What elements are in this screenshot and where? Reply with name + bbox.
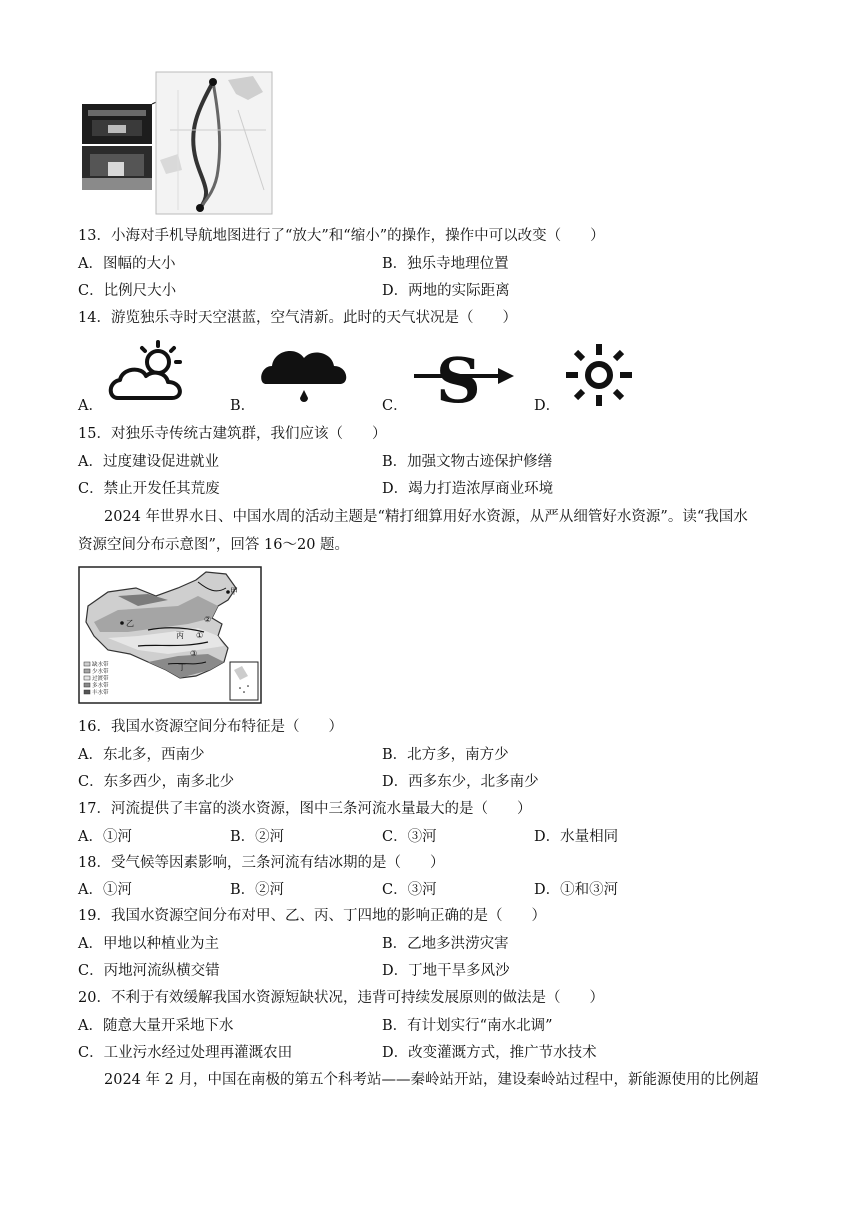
map-label-ding: 丁: [178, 663, 186, 672]
sandstorm-icon: [412, 340, 516, 414]
intro-21-line1: 2024 年 2 月，中国在南极的第五个科考站——秦岭站开站，建设秦岭站过程中，新能源使用的比例超: [104, 1072, 759, 1088]
q15-option-a[interactable]: A．过度建设促进就业: [78, 454, 219, 470]
china-water-resource-map: [78, 566, 262, 708]
q14-stem: 14．游览独乐寺时天空湛蓝，空气清新。此时的天气状况是（ ）: [78, 310, 517, 326]
q13-stem: 13．小海对手机导航地图进行了“放大”和“缩小”的操作，操作中可以改变（ ）: [78, 228, 605, 244]
q16-option-c[interactable]: C．东多西少，南多北少: [78, 774, 235, 790]
q13-option-d[interactable]: D．两地的实际距离: [382, 283, 510, 299]
q13-option-c[interactable]: C．比例尺大小: [78, 283, 177, 299]
q14-option-d[interactable]: D．: [534, 398, 561, 414]
q15-option-b[interactable]: B．加强文物古迹保护修缮: [382, 454, 553, 470]
q18-option-d[interactable]: D．①和③河: [534, 882, 619, 898]
q19-stem: 19．我国水资源空间分布对甲、乙、丙、丁四地的影响正确的是（ ）: [78, 908, 546, 924]
q14-option-b[interactable]: B．: [230, 398, 256, 414]
map-legend-1: 缺水带: [92, 662, 109, 668]
map-legend-4: 多水带: [92, 683, 109, 689]
q16-option-b[interactable]: B．北方多，南方少: [382, 747, 509, 763]
q15-option-d[interactable]: D．竭力打造浓厚商业环境: [382, 481, 554, 497]
q14-option-c[interactable]: C．: [382, 398, 408, 414]
map-label-river-1: ①: [196, 631, 204, 640]
q19-option-b[interactable]: B．乙地多洪涝灾害: [382, 936, 509, 952]
q20-option-b[interactable]: B．有计划实行“南水北调”: [382, 1018, 553, 1034]
map-legend-5: 丰水带: [92, 690, 109, 696]
q17-option-b[interactable]: B．②河: [230, 829, 285, 845]
q17-option-c[interactable]: C．③河: [382, 829, 437, 845]
q17-option-a[interactable]: A．①河: [78, 829, 132, 845]
q16-stem: 16．我国水资源空间分布特征是（ ）: [78, 719, 343, 735]
q13-option-b[interactable]: B．独乐寺地理位置: [382, 256, 509, 272]
temple-photo-and-route-map: [78, 70, 274, 216]
q18-stem: 18．受气候等因素影响，三条河流有结冰期的是（ ）: [78, 855, 445, 871]
q18-option-c[interactable]: C．③河: [382, 882, 437, 898]
q20-option-d[interactable]: D．改变灌溉方式，推广节水技术: [382, 1045, 597, 1061]
q19-option-d[interactable]: D．丁地干旱多风沙: [382, 963, 510, 979]
q19-option-a[interactable]: A．甲地以种植业为主: [78, 936, 219, 952]
q18-option-a[interactable]: A．①河: [78, 882, 132, 898]
sunny-icon: [562, 342, 636, 412]
q15-option-c[interactable]: C．禁止开发任其荒废: [78, 481, 220, 497]
map-label-river-3: ③: [190, 649, 198, 658]
rain-icon: [260, 340, 350, 410]
map-legend-2: 少水带: [92, 669, 109, 675]
q14-option-a[interactable]: A．: [78, 398, 103, 414]
q16-option-d[interactable]: D．西多东少，北多南少: [382, 774, 539, 790]
q20-option-a[interactable]: A．随意大量开采地下水: [78, 1018, 234, 1034]
intro-16-20-line1: 2024 年世界水日、中国水周的活动主题是“精打细算用好水资源，从严从细管好水资源”。读“我国水: [104, 509, 748, 525]
q13-option-a[interactable]: A．图幅的大小: [78, 256, 176, 272]
q16-option-a[interactable]: A．东北多，西南少: [78, 747, 205, 763]
q20-option-c[interactable]: C．工业污水经过处理再灌溉农田: [78, 1045, 293, 1061]
q18-option-b[interactable]: B．②河: [230, 882, 285, 898]
q17-stem: 17．河流提供了丰富的淡水资源，图中三条河流水量最大的是（ ）: [78, 801, 532, 817]
q20-stem: 20．不利于有效缓解我国水资源短缺状况，违背可持续发展原则的做法是（ ）: [78, 990, 604, 1006]
q15-stem: 15．对独乐寺传统古建筑群，我们应该（ ）: [78, 426, 387, 442]
svg-text:S: S: [436, 344, 481, 410]
map-legend-3: 过渡带: [92, 676, 109, 682]
map-label-yi: 乙: [126, 619, 134, 628]
q19-option-c[interactable]: C．丙地河流纵横交错: [78, 963, 220, 979]
map-label-river-2: ②: [204, 615, 212, 624]
intro-16-20-line2: 资源空间分布示意图”，回答 16～20 题。: [78, 537, 350, 553]
map-label-bing: 丙: [176, 631, 184, 640]
q17-option-d[interactable]: D．水量相同: [534, 829, 619, 845]
partly-cloudy-icon: [108, 340, 190, 408]
map-label-jia: 甲: [230, 587, 238, 596]
